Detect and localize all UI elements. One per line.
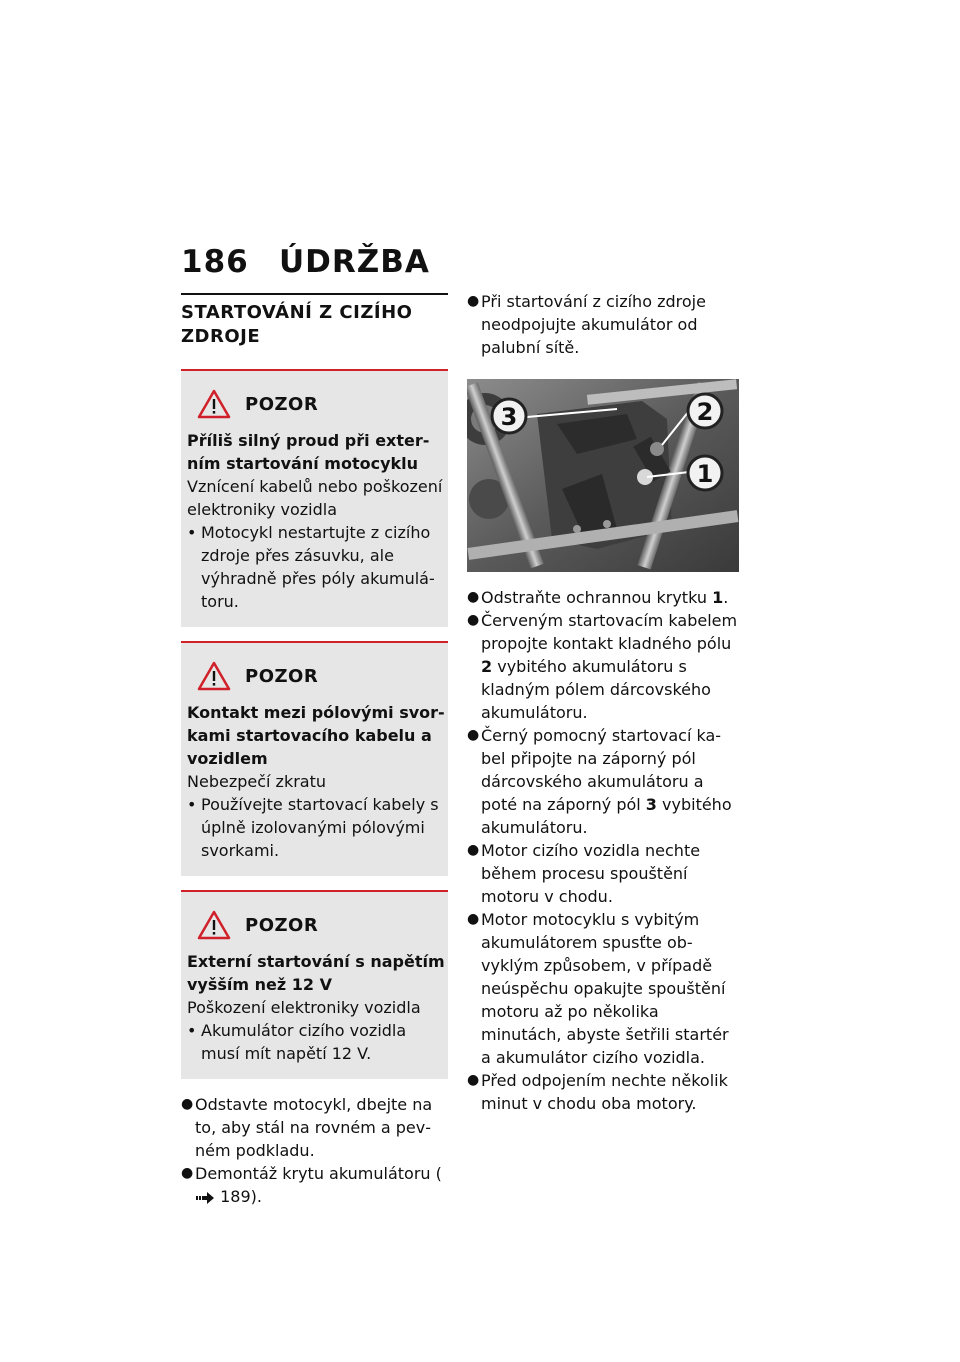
step-text-part: Odstraňte ochrannou krytku — [481, 588, 713, 607]
warning-label: POZOR — [245, 665, 319, 687]
list-item — [467, 839, 739, 908]
warning-label: POZOR — [245, 914, 319, 936]
warning-instruction — [187, 1019, 446, 1065]
bullet-icon: ● — [467, 1072, 480, 1088]
warning-instruction-text: Akumulátor cizího vozidla musí mít napětí 12 V. — [201, 1021, 407, 1063]
callout-3: 3 — [500, 403, 518, 431]
warning-box-2 — [181, 641, 448, 876]
step-text — [481, 586, 739, 609]
right-intro-list — [467, 290, 739, 359]
battery-terminals-photo — [467, 379, 739, 572]
chapter-title: ÚDRŽBA — [279, 244, 430, 280]
step-text-part: . — [723, 588, 729, 607]
callout-2: 2 — [696, 398, 714, 426]
step-text — [481, 724, 739, 839]
warning-description: Nebezpečí zkratu — [187, 772, 326, 791]
section-title: STARTOVÁNÍ Z CIZÍHO ZDROJE — [181, 302, 413, 347]
page-reference-arrow-icon — [195, 1192, 215, 1204]
warning-instruction-text: Motocykl nestartujte z cizího zdroje přes zásuvku, ale výhradně přes póly akumulátoru. — [201, 523, 435, 611]
bullet-icon: • — [187, 1021, 197, 1040]
page-reference-link[interactable]: 189 — [220, 1187, 251, 1206]
warning-title: Externí startování s napětím vyšším než 12 V — [187, 952, 445, 994]
intro-text: Při startování z cizího zdroje neodpojujte akumulátor od palubní sítě. — [481, 292, 706, 357]
right-column — [467, 290, 739, 1115]
section-rule — [181, 293, 448, 295]
step-text-part: Červeným startovacím kabelem propojte kontakt kladného pólu — [481, 611, 738, 653]
warning-description: Poškození elektroniky vozidla — [187, 998, 421, 1017]
step-text-end: ). — [250, 1187, 262, 1206]
page-number: 186 — [181, 244, 249, 280]
warning-triangle-icon — [197, 910, 231, 940]
step-text: Motor motocyklu s vybitým akumulátorem spusťte obvyklým způsobem, v případě neúspěchu opakujte spouštění motoru až po několika minutách, abyste šetřili startér a akumulátor cizího vozidla. — [481, 910, 729, 1067]
bullet-icon: ● — [467, 589, 480, 605]
step-text-part: vybitého akumulátoru s kladným pólem dárcovského akumulátoru. — [481, 657, 711, 722]
bullet-icon: ● — [181, 1096, 194, 1112]
list-item — [467, 609, 739, 724]
warning-header — [197, 908, 446, 942]
warning-triangle-icon — [197, 389, 231, 419]
bullet-icon: ● — [467, 293, 480, 309]
warning-header — [197, 387, 446, 421]
bullet-icon: ● — [467, 727, 480, 743]
callout-1: 1 — [696, 460, 714, 488]
bullet-icon: ● — [467, 911, 480, 927]
bullet-icon: ● — [181, 1165, 194, 1181]
list-item — [467, 724, 739, 839]
step-text: Před odpojením nechte několik minut v chodu oba motory. — [481, 1071, 728, 1113]
step-text-with-ref — [195, 1162, 448, 1208]
step-text — [481, 609, 739, 724]
warning-label: POZOR — [245, 393, 319, 415]
bullet-icon: • — [187, 795, 197, 814]
warning-title: Kontakt mezi pólovými svorkami startovacího kabelu a vozidlem — [187, 703, 445, 768]
callout-ref: 3 — [645, 795, 657, 814]
bullet-icon: • — [187, 523, 197, 542]
step-text-part: vybitého akumulátoru. — [481, 795, 732, 837]
list-item — [467, 908, 739, 1069]
warning-instruction-text: Používejte startovací kabely s úplně izolovanými pólovými svorkami. — [201, 795, 439, 860]
right-step-list — [467, 586, 739, 1115]
step-text-part: Černý pomocný startovací kabel připojte na záporný pól dárcovského akumulátoru a poté na záporný pól — [481, 726, 722, 814]
step-text: Motor cizího vozidla nechte během procesu spouštění motoru v chodu. — [481, 841, 701, 906]
warning-header — [197, 659, 446, 693]
list-item — [181, 1093, 448, 1162]
bullet-icon: ● — [467, 612, 480, 628]
warning-title: Příliš silný proud při externím startování motocyklu — [187, 431, 430, 473]
warning-description: Vznícení kabelů nebo poškození elektroniky vozidla — [187, 477, 443, 519]
list-item — [467, 290, 739, 359]
warning-box-3 — [181, 890, 448, 1079]
warning-box-1 — [181, 369, 448, 627]
left-step-list — [181, 1093, 448, 1208]
warning-instruction — [187, 793, 446, 862]
callout-ref: 1 — [712, 588, 724, 607]
callout-ref: 2 — [481, 657, 493, 676]
warning-triangle-icon — [197, 661, 231, 691]
list-item — [467, 586, 739, 609]
left-column — [181, 293, 448, 1208]
step-text: Demontáž krytu akumulátoru ( — [195, 1164, 442, 1183]
list-item — [467, 1069, 739, 1115]
list-item — [181, 1162, 448, 1208]
warning-instruction — [187, 521, 446, 613]
step-text: Odstavte motocykl, dbejte na to, aby stál na rovném a pevném podkladu. — [195, 1095, 433, 1160]
bullet-icon: ● — [467, 842, 480, 858]
